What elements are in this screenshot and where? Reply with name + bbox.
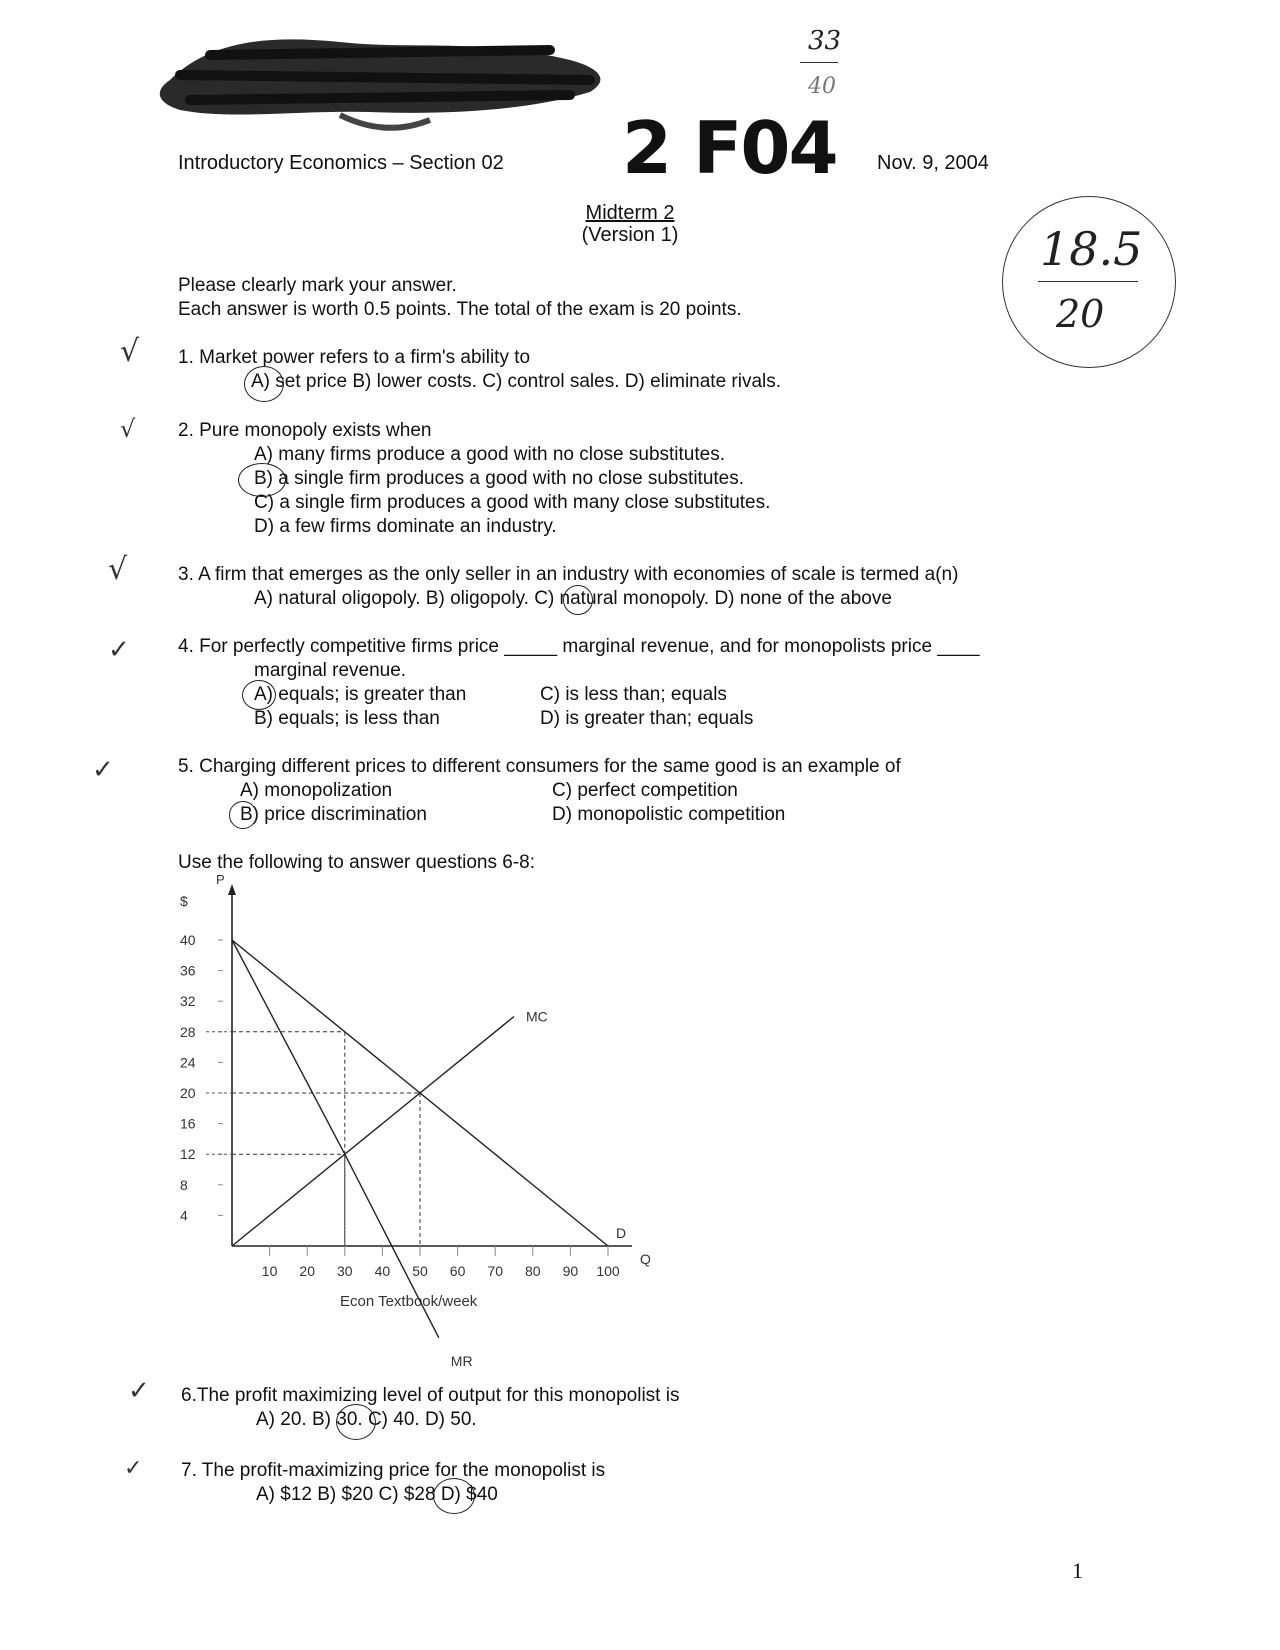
x-tick-label: 30 xyxy=(337,1263,353,1279)
instruction-line-1: Please clearly mark your answer. xyxy=(178,275,457,296)
question-6-options: A) 20. B) 30. C) 40. D) 50. xyxy=(256,1409,477,1430)
y-axis-arrow-icon xyxy=(228,884,236,895)
exam-date: Nov. 9, 2004 xyxy=(877,152,989,174)
y-axis-unit: $ xyxy=(180,893,188,909)
answer-circle-q7 xyxy=(433,1478,475,1514)
course-title: Introductory Economics – Section 02 xyxy=(178,152,504,174)
x-tick-label: 50 xyxy=(412,1263,428,1279)
exam-title: Midterm 2 xyxy=(585,202,675,224)
checkmark-icon: ✓ xyxy=(92,755,114,785)
score-top-numerator: 33 xyxy=(808,26,842,56)
y-tick-label: 36 xyxy=(180,962,196,979)
y-tick-label: 28 xyxy=(180,1023,196,1040)
y-axis-label: P xyxy=(216,872,225,887)
question-5-option-c: C) perfect competition xyxy=(552,780,738,801)
y-tick-label: 20 xyxy=(180,1085,196,1101)
checkmark-icon: ✓ xyxy=(124,1456,143,1481)
question-4-option-b: B) equals; is less than xyxy=(254,708,440,729)
checkmark-icon: √ xyxy=(108,552,128,587)
checkmark-icon: ✓ xyxy=(128,1376,150,1406)
y-tick-label: 24 xyxy=(180,1054,196,1071)
y-tick-label: 40 xyxy=(180,932,196,948)
curve-mc xyxy=(232,1017,514,1247)
instruction-line-2: Each answer is worth 0.5 points. The total of the exam is 20 points. xyxy=(178,299,742,320)
question-2-stem: 2. Pure monopoly exists when xyxy=(178,420,432,441)
curve-label-mc: MC xyxy=(526,1008,548,1025)
y-tick-label: 16 xyxy=(180,1115,196,1132)
x-axis-label: Econ Textbook/week xyxy=(340,1293,478,1310)
y-tick-label: 12 xyxy=(180,1146,196,1163)
curve-label-d: D xyxy=(616,1225,627,1241)
score-top-denominator: 40 xyxy=(808,74,836,99)
y-tick-label: 4 xyxy=(180,1207,188,1224)
graph-intro-text: Use the following to answer questions 6-8: xyxy=(178,852,535,873)
y-tick-label: 32 xyxy=(180,993,196,1010)
question-6-stem: 6.The profit maximizing level of output for this monopolist is xyxy=(181,1385,680,1406)
exam-version: (Version 1) xyxy=(581,224,679,246)
question-4-option-d: D) is greater than; equals xyxy=(540,708,754,729)
x-tick-label: 10 xyxy=(261,1263,278,1279)
x-tick-label: 40 xyxy=(374,1263,391,1279)
question-4-option-a: A) equals; is greater than xyxy=(254,684,467,705)
question-5-option-a: A) monopolization xyxy=(240,780,393,801)
question-1-options: A) set price B) lower costs. C) control sales. D) eliminate rivals. xyxy=(251,371,782,392)
question-5-option-b: B) price discrimination xyxy=(240,804,427,825)
x-tick-label: 80 xyxy=(525,1263,541,1279)
question-5-option-d: D) monopolistic competition xyxy=(552,804,786,825)
question-5-stem: 5. Charging different prices to different consumers for the same good is an example of xyxy=(178,756,901,777)
exam-stamp: 2 F04 xyxy=(622,106,837,190)
question-1-stem: 1. Market power refers to a firm's ability to xyxy=(178,347,531,368)
question-3-options: A) natural oligopoly. B) oligopoly. C) natural monopoly. D) none of the above xyxy=(254,588,892,609)
y-tick-label: 8 xyxy=(180,1176,188,1193)
question-4-stem: 4. For perfectly competitive firms price _____ marginal revenue, and for monopolists price ____ xyxy=(178,636,980,657)
question-2-option-b: B) a single firm produces a good with no close substitutes. xyxy=(254,468,745,489)
question-3-stem: 3. A firm that emerges as the only seller in an industry with economies of scale is termed a(n) xyxy=(178,564,959,585)
question-7-stem: 7. The profit-maximizing price for the monopolist is xyxy=(181,1460,606,1481)
x-tick-label: 20 xyxy=(299,1263,315,1279)
x-tick-label: 90 xyxy=(562,1263,579,1279)
x-axis-letter: Q xyxy=(640,1251,651,1267)
question-4-stem-continued: marginal revenue. xyxy=(254,660,407,681)
question-4-option-c: C) is less than; equals xyxy=(540,684,727,705)
page-number: 1 xyxy=(1072,1558,1083,1583)
question-2-option-a: A) many firms produce a good with no close substitutes. xyxy=(254,444,726,465)
x-tick-label: 100 xyxy=(596,1263,620,1279)
question-2-option-c: C) a single firm produces a good with many close substitutes. xyxy=(254,492,771,513)
x-tick-label: 70 xyxy=(487,1263,503,1279)
score-circle-numerator: 18.5 xyxy=(1040,222,1143,276)
checkmark-icon: √ xyxy=(120,415,136,443)
question-7-options: A) $12 B) $20 C) $28 D) $40 xyxy=(256,1484,498,1505)
x-tick-label: 60 xyxy=(449,1263,466,1279)
curve-label-mr: MR xyxy=(450,1352,473,1369)
checkmark-icon: ✓ xyxy=(108,635,130,665)
checkmark-icon: √ xyxy=(120,334,140,369)
score-circle-denominator: 20 xyxy=(1056,292,1105,336)
question-2-option-d: D) a few firms dominate an industry. xyxy=(254,516,557,537)
answer-circle-q6 xyxy=(336,1404,376,1440)
